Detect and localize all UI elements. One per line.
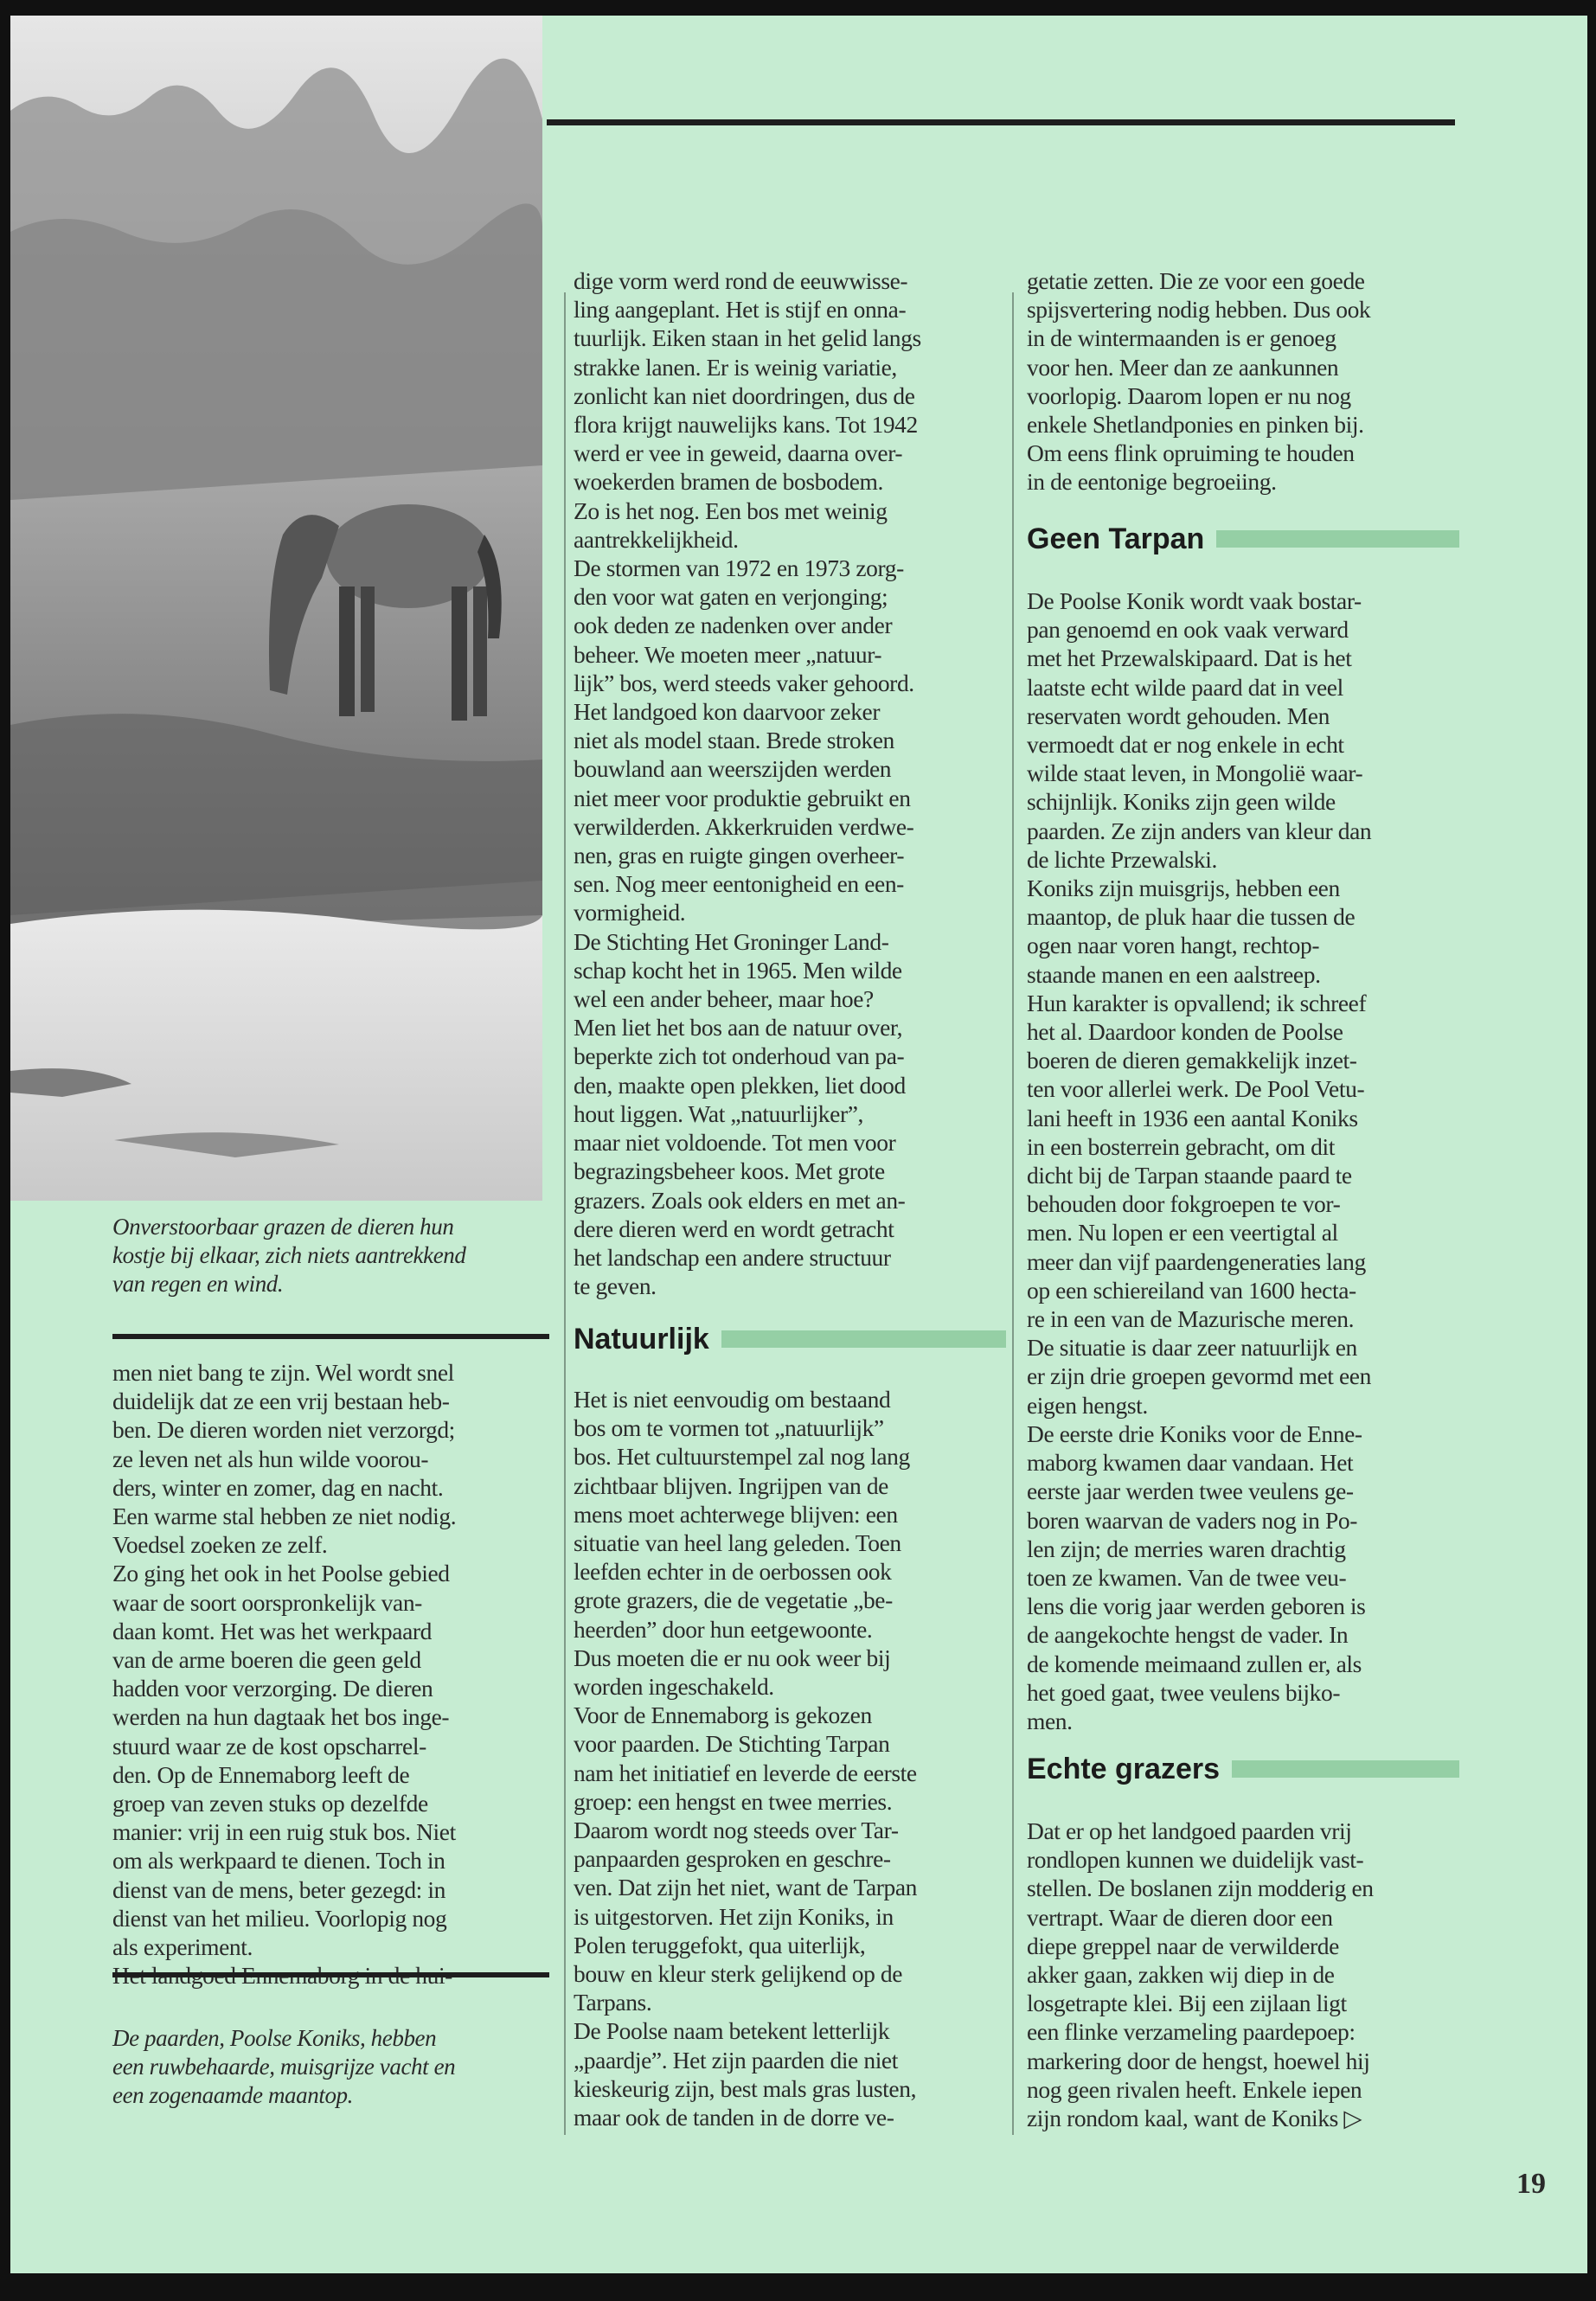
caption-rule-bottom: [112, 1972, 549, 1977]
page-number: 19: [1516, 2168, 1546, 2200]
heading-bar: [1232, 1760, 1459, 1778]
column-separator: [564, 292, 566, 2135]
magazine-page: [10, 16, 1587, 2273]
section-heading-geen-tarpan: [1027, 522, 1459, 556]
heading-bar: [1216, 530, 1459, 548]
section-heading-natuurlijk: [574, 1322, 1006, 1356]
column-2-text: dige vorm werd rond de eeuwwisse- ling aangeplant. Het is stijf en onna- tuurlijk. Eiken staan in het gelid langs strakke lanen. Er is weinig variatie, zonlicht kan niet doordringen, dus de flora krijgt nauwelijks kans. Tot 1942 werd er vee in geweid, daarna over- woekerden bramen de bosbodem. Zo is het nog. Een bos met weinig aantrekkelijkheid. De stormen van 1972 en 1973 zorg- den voor wat gaten en verjonging; ook deden ze nadenken over ander beheer. We moeten meer „natuur- lijk” bos, werd steeds vaker gehoord. Het landgoed kon daarvoor zeker niet als model staan. Brede stroken bouwland aan weerszijden werden niet meer voor produktie gebruikt en verwilderden. Akkerkruiden verdwe- nen, gras en ruigte gingen overheer- sen. Nog meer eentonigheid en een- vormigheid. De Stichting Het Groninger Land- schap kocht het in 1965. Men wilde wel een ander beheer, maar hoe? Men liet het bos aan de natuur over, beperkte zich tot onderhoud van pa- den, maakte open plekken, liet dood hout liggen. Wat „natuurlijker”, maar niet voldoende. Tot men voor begrazingsbeheer koos. Met grote grazers. Zoals ook elders en met an- dere dieren werd en wordt getracht het landschap een andere structuur te geven.: [574, 267, 921, 1300]
heading-text: Geen Tarpan: [1027, 522, 1205, 555]
horse-photo: [10, 16, 542, 1201]
column-1-text: men niet bang te zijn. Wel wordt snel duidelijk dat ze een vrij bestaan heb- ben. De dieren worden niet verzorgd; ze leven net als hun wilde voorou- ders, winter en zomer, dag en nacht. Een warme stal hebben ze niet nodig. Voedsel zoeken ze zelf. Zo ging het ook in het Poolse gebied waar de soort oorspronkelijk van- daan komt. Het was het werkpaard van de arme boeren die geen geld hadden voor verzorging. De dieren werden na hun dagtaak het bos inge- stuurd waar ze de kost opscharrel- den. Op de Ennemaborg leeft de groep van zeven stuks op dezelfde manier: vrij in een ruig stuk bos. Niet om als werkpaard te dienen. Toch in dienst van de mens, beter gezegd: in dienst van het milieu. Voorlopig nog als experiment.: [112, 1359, 457, 1961]
top-divider: [547, 119, 1455, 125]
column-3-text: getatie zetten. Die ze voor een goede spijsvertering nodig hebben. Dus ook in de wintermaanden is er genoeg voor hen. Meer dan ze aankunnen voorlopig. Daarom lopen er nu nog enkele Shetlandponies en pinken bij. Om eens flink opruiming te houden in de eentonige begroeiing.: [1027, 267, 1371, 496]
heading-bar: [721, 1330, 1006, 1348]
continue-arrow-icon: ▷: [1343, 2105, 1362, 2132]
section-heading-echte-grazers: [1027, 1752, 1459, 1786]
caption-rule: [112, 1334, 549, 1339]
heading-text: Echte grazers: [1027, 1753, 1220, 1785]
column-3-end-text: Dat er op het landgoed paarden vrij rondlopen kunnen we duidelijk vast- stellen. De boslanen zijn modderig en vertrapt. Waar de dieren door een diepe greppel naar de verwilderde akker gaan, zakken wij diep in de losgetrapte klei. Bij een zijlaan ligt een flinke verzameling paardepoep: markering door de hengst, hoewel hij nog geen rivalen heeft. Enkele iepen zijn rondom kaal, want de Koniks: [1027, 1817, 1374, 2132]
photo-caption: Onverstoorbaar grazen de dieren hun kostje bij elkaar, zich niets aantrekkend van regen en wind.: [112, 1214, 466, 1297]
column-3-end: [1027, 1817, 1459, 2132]
heading-text: Natuurlijk: [574, 1323, 709, 1356]
photo-caption-2: De paarden, Poolse Koniks, hebben een ruwbehaarde, muisgrijze vacht en een zogenaamde maantop.: [112, 2025, 456, 2108]
column-2-continued: Het is niet eenvoudig om bestaand bos om te vormen tot „natuurlijk” bos. Het cultuurstempel zal nog lang zichtbaar blijven. Ingrijpen van de mens moet achterwege blijven: een situatie van heel lang geleden. Toen leefden echter in de oerbossen ook grote grazers, die de vegetatie „be- heerden” door hun eetgewoonte. Dus moeten die er nu ook weer bij worden ingeschakeld. Voor de Ennemaborg is gekozen voor paarden. De Stichting Tarpan nam het initiatief en leverde de eerste groep: een hengst en twee merries. Daarom wordt nog steeds over Tar- panpaarden gesproken en geschre- ven. Dat zijn het niet, want de Tarpan is uitgestorven. Het zijn Koniks, in Polen teruggefokt, qua uiterlijk, bouw en kleur sterk gelijkend op de Tarpans. De Poolse naam betekent letterlijk „paardje”. Het zijn paarden die niet kieskeurig zijn, best mals gras lusten, maar ook de tanden in de dorre ve-: [574, 1386, 918, 2131]
photo-column: [10, 16, 542, 1201]
column-3-continued: De Poolse Konik wordt vaak bostar- pan genoemd en ook vaak verward met het Przewalskipaard. Dat is het laatste echt wilde paard dat in veel reservaten wordt gehouden. Men vermoedt dat er nog enkele in echt wilde staat leven, in Mongolië waar- schijnlijk. Koniks zijn geen wilde paarden. Ze zijn anders van kleur dan de lichte Przewalski. Koniks zijn muisgrijs, hebben een maantop, de pluk haar die tussen de ogen naar voren hangt, rechtop- staande manen en een aalstreep. Hun karakter is opvallend; ik schreef het al. Daardoor konden de Poolse boeren de dieren gemakkelijk inzet- ten voor allerlei werk. De Pool Vetu- lani heeft in 1936 een aantal Koniks in een bosterrein gebracht, om dit dicht bij de Tarpan staande paard te behouden door fokgroepen te vor- men. Nu lopen er een veertigtal al meer dan vijf paardengeneraties lang op een schiereiland van 1600 hecta- re in een van de Mazurische meren. De situatie is daar zeer natuurlijk en er zijn drie groepen gevormd met een eigen hengst. De eerste drie Koniks voor de Enne- maborg kwamen daar vandaan. Het eerste jaar werden twee veulens ge- boren waarvan de vaders nog in Po- len zijn; de merries waren drachtig toen ze kwamen. Van de twee veu- lens die vorig jaar werden geboren is de aangekochte hengst de vader. In de komende meimaand zullen er, als het goed gaat, twee veulens bijko- men.: [1027, 587, 1372, 1734]
column-separator: [1012, 292, 1014, 2135]
